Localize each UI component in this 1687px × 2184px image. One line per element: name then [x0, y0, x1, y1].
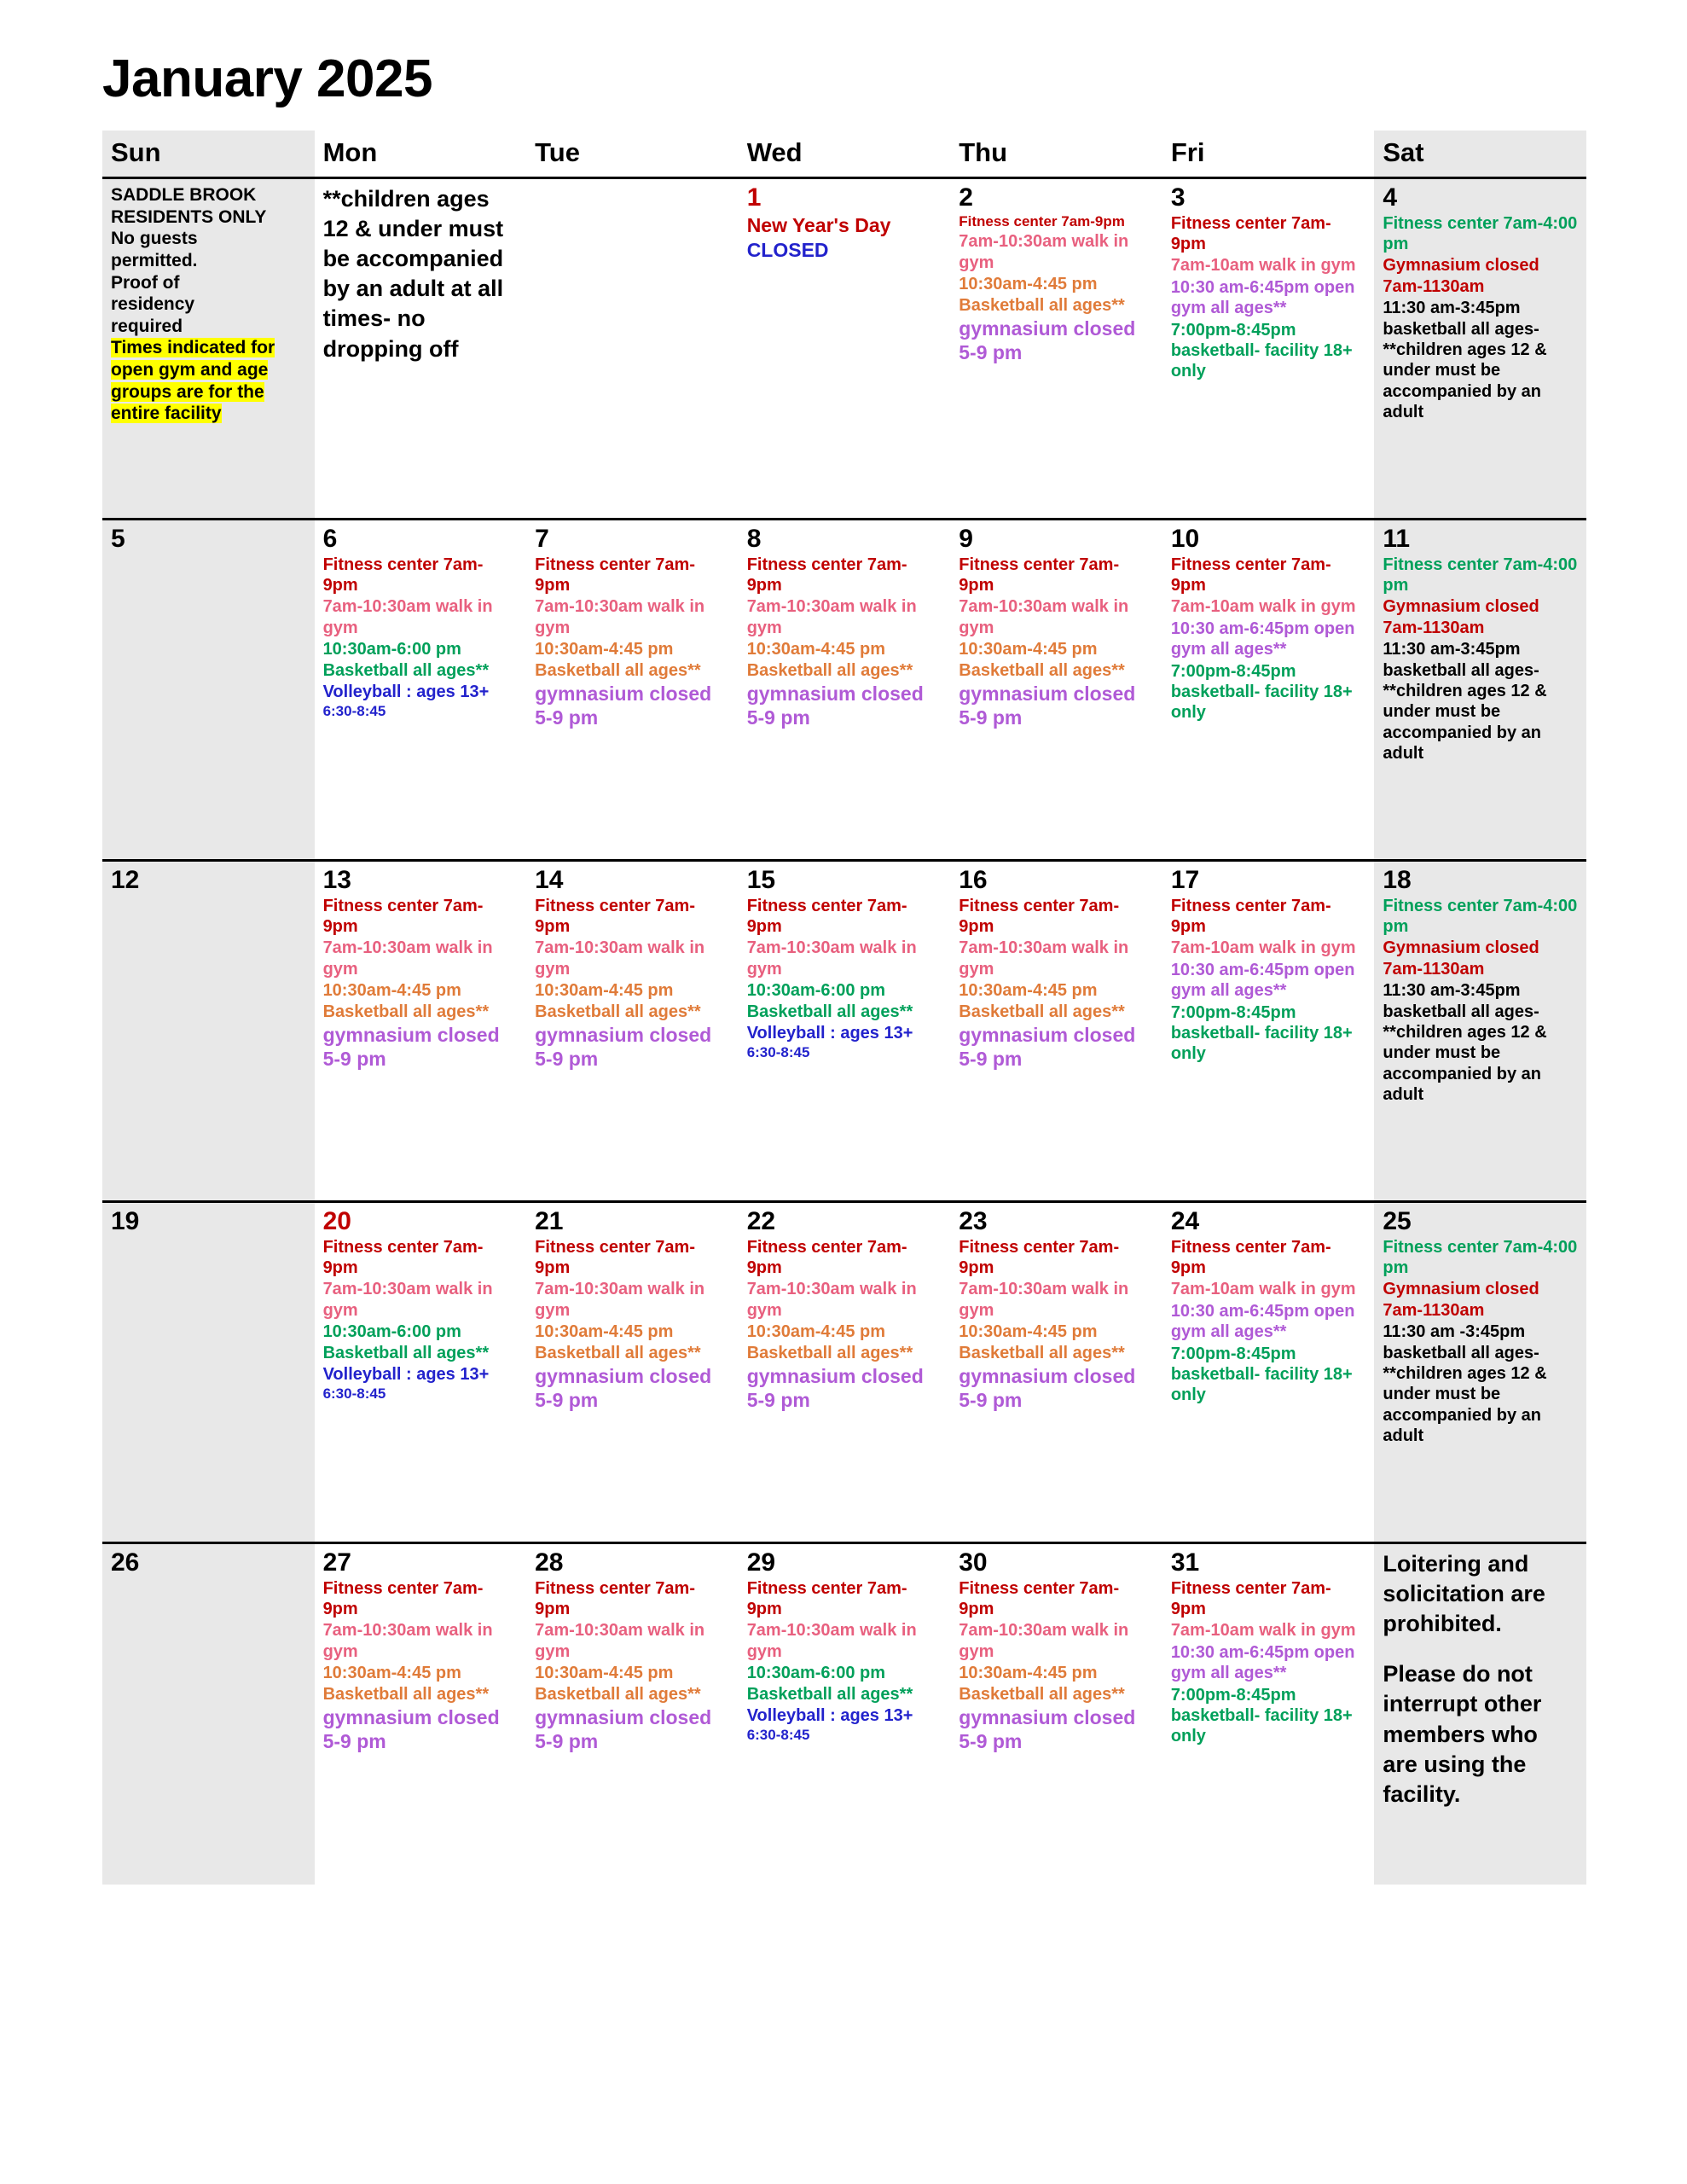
children-policy-note-cell: [315, 178, 527, 520]
day-entry: gymnasium closed 5-9 pm: [959, 1705, 1136, 1752]
day-entry: 7am-10:30am walk in gym: [959, 1280, 1129, 1320]
day-entry: 7am-10am walk in gym: [1170, 1621, 1356, 1641]
day-entry: 10:30am-4:45 pm Basketball all ages**: [959, 640, 1125, 680]
day-entry: 7am-10:30am walk in gym: [322, 597, 493, 637]
day-entries: [535, 896, 730, 1071]
day-entry: Fitness center 7am-9pm: [746, 555, 907, 595]
day-entry: Fitness center 7am-4:00 pm: [1383, 1237, 1578, 1277]
residents-note-line: SADDLE BROOK: [111, 185, 257, 206]
day-number: 2: [959, 183, 973, 212]
day-entry: gymnasium closed 5-9 pm: [535, 1364, 712, 1411]
day-cell-17: [1162, 861, 1375, 1202]
day-cell-2: [950, 178, 1162, 520]
day-entry: Fitness center 7am-4:00 pm: [1383, 555, 1578, 595]
day-entry: 10:30am-6:00 pm Basketball all ages**: [746, 981, 913, 1021]
day-entry: 7:00pm-8:45pm basketball- facility 18+ only: [1170, 1002, 1353, 1064]
day-entry: gymnasium closed 5-9 pm: [322, 1023, 500, 1070]
day-number: 8: [746, 525, 762, 554]
day-cell-29: [739, 1543, 951, 1885]
day-entry: 6:30-8:45: [322, 1385, 386, 1403]
day-cell-11: [1374, 520, 1586, 861]
day-entries: [1383, 1237, 1578, 1447]
day-entry: gymnasium closed 5-9 pm: [535, 682, 712, 729]
day-entry: Volleyball : ages 13+: [746, 1705, 913, 1725]
day-number: 7: [535, 525, 549, 554]
day-entries: [1171, 896, 1366, 1065]
day-number: 9: [959, 525, 973, 554]
day-entry: gymnasium closed 5-9 pm: [535, 1023, 712, 1070]
day-cell-4: [1374, 178, 1586, 520]
day-entry: Fitness center 7am-9pm: [959, 896, 1120, 936]
day-entry: Fitness center 7am-4:00 pm: [1383, 896, 1578, 936]
calendar-header-row: [102, 131, 1586, 178]
day-entry: Fitness center 7am-9pm: [322, 1578, 484, 1618]
residents-note-line: RESIDENTS ONLY: [111, 206, 267, 227]
day-number: 24: [1170, 1207, 1200, 1236]
day-cell-1: [739, 178, 951, 520]
day-entries: [323, 555, 519, 721]
day-entry: 11:30 am-3:45pm basketball all ages- **children ages 12 & under must be accompanied by an adult: [1383, 640, 1547, 764]
day-cell-12: [102, 861, 315, 1202]
day-entry: Fitness center 7am-9pm: [959, 1237, 1120, 1277]
day-number: 29: [746, 1548, 776, 1577]
day-entry: 7am-10am walk in gym: [1170, 597, 1356, 617]
day-number: 11: [1383, 525, 1411, 554]
day-entry: Fitness center 7am-9pm: [322, 896, 484, 936]
day-entry: 10:30am-4:45 pm Basketball all ages**: [959, 981, 1125, 1021]
day-entry: 7am-10:30am walk in gym: [746, 938, 917, 979]
weekday-header-sun: Sun: [102, 131, 315, 178]
day-entry: 7am-10:30am walk in gym: [535, 597, 705, 637]
day-entry: 7am-10:30am walk in gym: [535, 938, 705, 979]
day-entry: CLOSED: [746, 238, 829, 261]
day-entry: Fitness center 7am-9pm: [959, 555, 1120, 595]
highlight-note-text: Times indicated for open gym and age groups are for the entire facility: [111, 338, 275, 424]
day-entry: 10:30 am-6:45pm open gym all ages**: [1170, 1301, 1355, 1342]
day-entry: 10:30 am-6:45pm open gym all ages**: [1170, 619, 1355, 659]
day-entry: 7am-10:30am walk in gym: [746, 597, 917, 637]
day-entry: 7:00pm-8:45pm basketball- facility 18+ only: [1170, 320, 1353, 381]
day-cell-24: [1162, 1202, 1375, 1543]
day-number: 21: [535, 1207, 564, 1236]
day-entry: Fitness center 7am-9pm: [535, 1578, 695, 1618]
calendar-week-row: [102, 1543, 1586, 1885]
day-cell-15: [739, 861, 951, 1202]
facility-rules-note: [1383, 1549, 1578, 1809]
day-entries: [747, 213, 942, 262]
residents-note-line: permitted.: [111, 250, 198, 270]
day-entry: 7am-10:30am walk in gym: [959, 1621, 1129, 1661]
day-entry: Fitness center 7am-9pm: [746, 1578, 907, 1618]
day-entry: 10:30 am-6:45pm open gym all ages**: [1170, 1642, 1355, 1683]
day-number: 31: [1170, 1548, 1200, 1577]
day-entry: 7am-10:30am walk in gym: [746, 1621, 917, 1661]
residents-only-note: [111, 184, 306, 425]
day-cell-27: [315, 1543, 527, 1885]
day-cell-5: [102, 520, 315, 861]
residents-only-note-cell: [102, 178, 315, 520]
day-entry: 10:30am-4:45 pm Basketball all ages**: [322, 1664, 490, 1704]
day-number: 13: [322, 866, 351, 895]
day-number: 15: [746, 866, 776, 895]
day-entry: 7am-10am walk in gym: [1170, 938, 1356, 958]
day-entry: 7am-10:30am walk in gym: [959, 232, 1129, 272]
day-entry: Fitness center 7am-9pm: [959, 212, 1125, 229]
day-number: 12: [111, 866, 140, 895]
residents-note-line: Proof of: [111, 272, 180, 293]
calendar-week-row: [102, 178, 1586, 520]
empty-day-cell: [526, 178, 739, 520]
day-entries: [1171, 1237, 1366, 1406]
day-cell-22: [739, 1202, 951, 1543]
residents-note-line: No guests: [111, 229, 198, 249]
day-entry: 7:00pm-8:45pm basketball- facility 18+ only: [1170, 1344, 1353, 1405]
day-entry: 10:30am-6:00 pm Basketball all ages**: [322, 640, 490, 680]
day-number: 5: [111, 525, 125, 554]
day-number: 10: [1170, 525, 1200, 554]
highlight-note: [111, 337, 306, 424]
day-entries: [1171, 1578, 1366, 1747]
day-number: 20: [322, 1207, 351, 1236]
day-entry: Fitness center 7am-9pm: [959, 1578, 1120, 1618]
day-entry: 11:30 am -3:45pm basketball all ages- **children ages 12 & under must be accompanied by an adult: [1383, 1322, 1547, 1446]
day-entry: 6:30-8:45: [746, 1727, 810, 1744]
day-entry: Volleyball : ages 13+: [322, 682, 490, 701]
day-entry: gymnasium closed 5-9 pm: [746, 682, 924, 729]
day-number: 22: [746, 1207, 776, 1236]
day-entry: Fitness center 7am-9pm: [1170, 1237, 1331, 1277]
day-entry: Gymnasium closed 7am-1130am: [1383, 938, 1539, 979]
residents-note-line: required: [111, 316, 183, 336]
calendar-table: [102, 131, 1586, 1885]
day-entry: Fitness center 7am-4:00 pm: [1383, 213, 1578, 253]
day-entry: 7:00pm-8:45pm basketball- facility 18+ only: [1170, 1685, 1353, 1746]
day-entry: gymnasium closed 5-9 pm: [959, 682, 1136, 729]
day-cell-8: [739, 520, 951, 861]
day-entry: 7am-10:30am walk in gym: [535, 1280, 705, 1320]
day-entry: gymnasium closed 5-9 pm: [959, 1364, 1136, 1411]
day-entry: 10:30am-4:45 pm Basketball all ages**: [535, 1322, 701, 1362]
day-entries: [959, 1237, 1154, 1412]
calendar-body: [102, 178, 1586, 1885]
day-entry: gymnasium closed 5-9 pm: [535, 1705, 712, 1752]
day-number: 3: [1170, 183, 1186, 212]
day-entries: [535, 555, 730, 729]
day-entries: [323, 1237, 519, 1403]
day-entry: Fitness center 7am-9pm: [1170, 896, 1331, 936]
day-number: 26: [111, 1548, 140, 1577]
day-entry: 7am-10:30am walk in gym: [322, 1280, 493, 1320]
day-entry: Fitness center 7am-9pm: [535, 896, 695, 936]
day-entry: 7am-10am walk in gym: [1170, 1280, 1356, 1299]
weekday-header-wed: Wed: [739, 131, 951, 178]
day-entry: 10:30am-4:45 pm Basketball all ages**: [535, 981, 701, 1021]
day-entry: 7am-10:30am walk in gym: [746, 1280, 917, 1320]
calendar-week-row: [102, 1202, 1586, 1543]
day-entry: Gymnasium closed 7am-1130am: [1383, 597, 1539, 637]
day-cell-6: [315, 520, 527, 861]
day-cell-20: [315, 1202, 527, 1543]
day-entry: 11:30 am-3:45pm basketball all ages- **children ages 12 & under must be accompanied by an adult: [1383, 299, 1547, 422]
day-entry: Gymnasium closed 7am-1130am: [1383, 1280, 1539, 1320]
day-entry: 7am-10am walk in gym: [1170, 256, 1356, 276]
day-cell-7: [526, 520, 739, 861]
day-entry: Fitness center 7am-9pm: [746, 896, 907, 936]
day-entry: 10:30am-6:00 pm Basketball all ages**: [746, 1664, 913, 1704]
day-entry: 7am-10:30am walk in gym: [322, 938, 493, 979]
day-number: 4: [1383, 183, 1398, 212]
weekday-header-mon: Mon: [315, 131, 527, 178]
day-entry: Fitness center 7am-9pm: [1170, 213, 1331, 253]
facility-rules-paragraph: Please do not interrupt other members who are using the facility.: [1383, 1661, 1542, 1807]
day-entry: 7am-10:30am walk in gym: [535, 1621, 705, 1661]
day-entry: 10:30 am-6:45pm open gym all ages**: [1170, 960, 1355, 1001]
day-entry: gymnasium closed 5-9 pm: [746, 1364, 924, 1411]
day-number: 16: [959, 866, 988, 895]
residents-note-line: residency: [111, 294, 195, 315]
day-entries: [1383, 213, 1578, 423]
day-entries: [959, 213, 1154, 364]
day-entries: [535, 1237, 730, 1412]
day-cell-16: [950, 861, 1162, 1202]
day-cell-31: [1162, 1543, 1375, 1885]
day-number: 25: [1383, 1207, 1412, 1236]
day-cell-14: [526, 861, 739, 1202]
weekday-header-thu: Thu: [950, 131, 1162, 178]
day-cell-23: [950, 1202, 1162, 1543]
day-entries: [1171, 213, 1366, 382]
day-number: 30: [959, 1548, 988, 1577]
day-cell-28: [526, 1543, 739, 1885]
day-entries: [747, 555, 942, 729]
day-entry: Volleyball : ages 13+: [746, 1023, 913, 1043]
day-entry: 7am-10:30am walk in gym: [322, 1621, 493, 1661]
day-entries: [959, 896, 1154, 1071]
day-entry: Fitness center 7am-9pm: [1170, 1578, 1331, 1618]
day-entry: 10:30am-4:45 pm Basketball all ages**: [959, 1664, 1125, 1704]
day-entry: 10:30am-4:45 pm Basketball all ages**: [959, 275, 1125, 315]
day-number: 18: [1383, 866, 1412, 895]
facility-rules-note-cell: [1374, 1543, 1586, 1885]
calendar-week-row: [102, 861, 1586, 1202]
day-number: 6: [322, 525, 338, 554]
weekday-header-fri: Fri: [1162, 131, 1375, 178]
day-number: 1: [746, 183, 762, 212]
day-number: 23: [959, 1207, 988, 1236]
day-entry: 7am-10:30am walk in gym: [959, 597, 1129, 637]
day-cell-30: [950, 1543, 1162, 1885]
weekday-header-sat: Sat: [1374, 131, 1586, 178]
day-number: 27: [322, 1548, 351, 1577]
calendar-week-row: [102, 520, 1586, 861]
day-entries: [1383, 555, 1578, 764]
day-entry: 10:30am-4:45 pm Basketball all ages**: [746, 1322, 913, 1362]
day-entry: Fitness center 7am-9pm: [746, 1237, 907, 1277]
day-cell-9: [950, 520, 1162, 861]
day-entries: [323, 896, 519, 1071]
day-number: 14: [535, 866, 564, 895]
day-entries: [747, 896, 942, 1062]
day-entry: Fitness center 7am-9pm: [322, 555, 484, 595]
day-entry: 6:30-8:45: [322, 703, 386, 720]
day-entry: 10:30 am-6:45pm open gym all ages**: [1170, 277, 1355, 318]
day-number: 17: [1170, 866, 1200, 895]
day-cell-25: [1374, 1202, 1586, 1543]
day-entries: [747, 1578, 942, 1745]
facility-rules-paragraph: Loitering and solicitation are prohibited.: [1383, 1551, 1545, 1637]
day-number: 28: [535, 1548, 564, 1577]
day-entry: gymnasium closed 5-9 pm: [322, 1705, 500, 1752]
weekday-header-tue: Tue: [526, 131, 739, 178]
day-entry: gymnasium closed 5-9 pm: [959, 317, 1136, 363]
day-entry: Fitness center 7am-9pm: [1170, 555, 1331, 595]
day-entry: 11:30 am-3:45pm basketball all ages- **children ages 12 & under must be accompanied by an adult: [1383, 981, 1547, 1105]
day-entries: [959, 555, 1154, 729]
day-cell-21: [526, 1202, 739, 1543]
day-entry: 7am-10:30am walk in gym: [959, 938, 1129, 979]
day-entry: 10:30am-4:45 pm Basketball all ages**: [746, 640, 913, 680]
day-entries: [535, 1578, 730, 1753]
day-entry: 7:00pm-8:45pm basketball- facility 18+ only: [1170, 661, 1353, 723]
day-number: 19: [111, 1207, 140, 1236]
page-title: January 2025: [102, 49, 432, 108]
day-entry: 10:30am-4:45 pm Basketball all ages**: [535, 640, 701, 680]
day-entries: [1171, 555, 1366, 723]
day-entry: 6:30-8:45: [746, 1044, 810, 1061]
day-entry: New Year's Day: [746, 213, 891, 236]
day-cell-26: [102, 1543, 315, 1885]
day-entry: gymnasium closed 5-9 pm: [959, 1023, 1136, 1070]
day-entry: Fitness center 7am-9pm: [535, 555, 695, 595]
day-cell-13: [315, 861, 527, 1202]
day-entry: Volleyball : ages 13+: [322, 1364, 490, 1384]
day-cell-10: [1162, 520, 1375, 861]
day-entries: [747, 1237, 942, 1412]
children-policy-note: **children ages 12 & under must be accompanied by an adult at all times- no dropping off: [322, 186, 504, 362]
day-entries: [323, 1578, 519, 1753]
day-entry: Fitness center 7am-9pm: [535, 1237, 695, 1277]
day-entries: [1383, 896, 1578, 1106]
day-cell-3: [1162, 178, 1375, 520]
day-cell-19: [102, 1202, 315, 1543]
day-entries: [959, 1578, 1154, 1753]
day-entry: Fitness center 7am-9pm: [322, 1237, 484, 1277]
day-entry: 10:30am-6:00 pm Basketball all ages**: [322, 1322, 490, 1362]
day-entry: Gymnasium closed 7am-1130am: [1383, 256, 1539, 296]
day-entry: 10:30am-4:45 pm Basketball all ages**: [959, 1322, 1125, 1362]
day-entry: 10:30am-4:45 pm Basketball all ages**: [322, 981, 490, 1021]
day-entry: 10:30am-4:45 pm Basketball all ages**: [535, 1664, 701, 1704]
day-cell-18: [1374, 861, 1586, 1202]
